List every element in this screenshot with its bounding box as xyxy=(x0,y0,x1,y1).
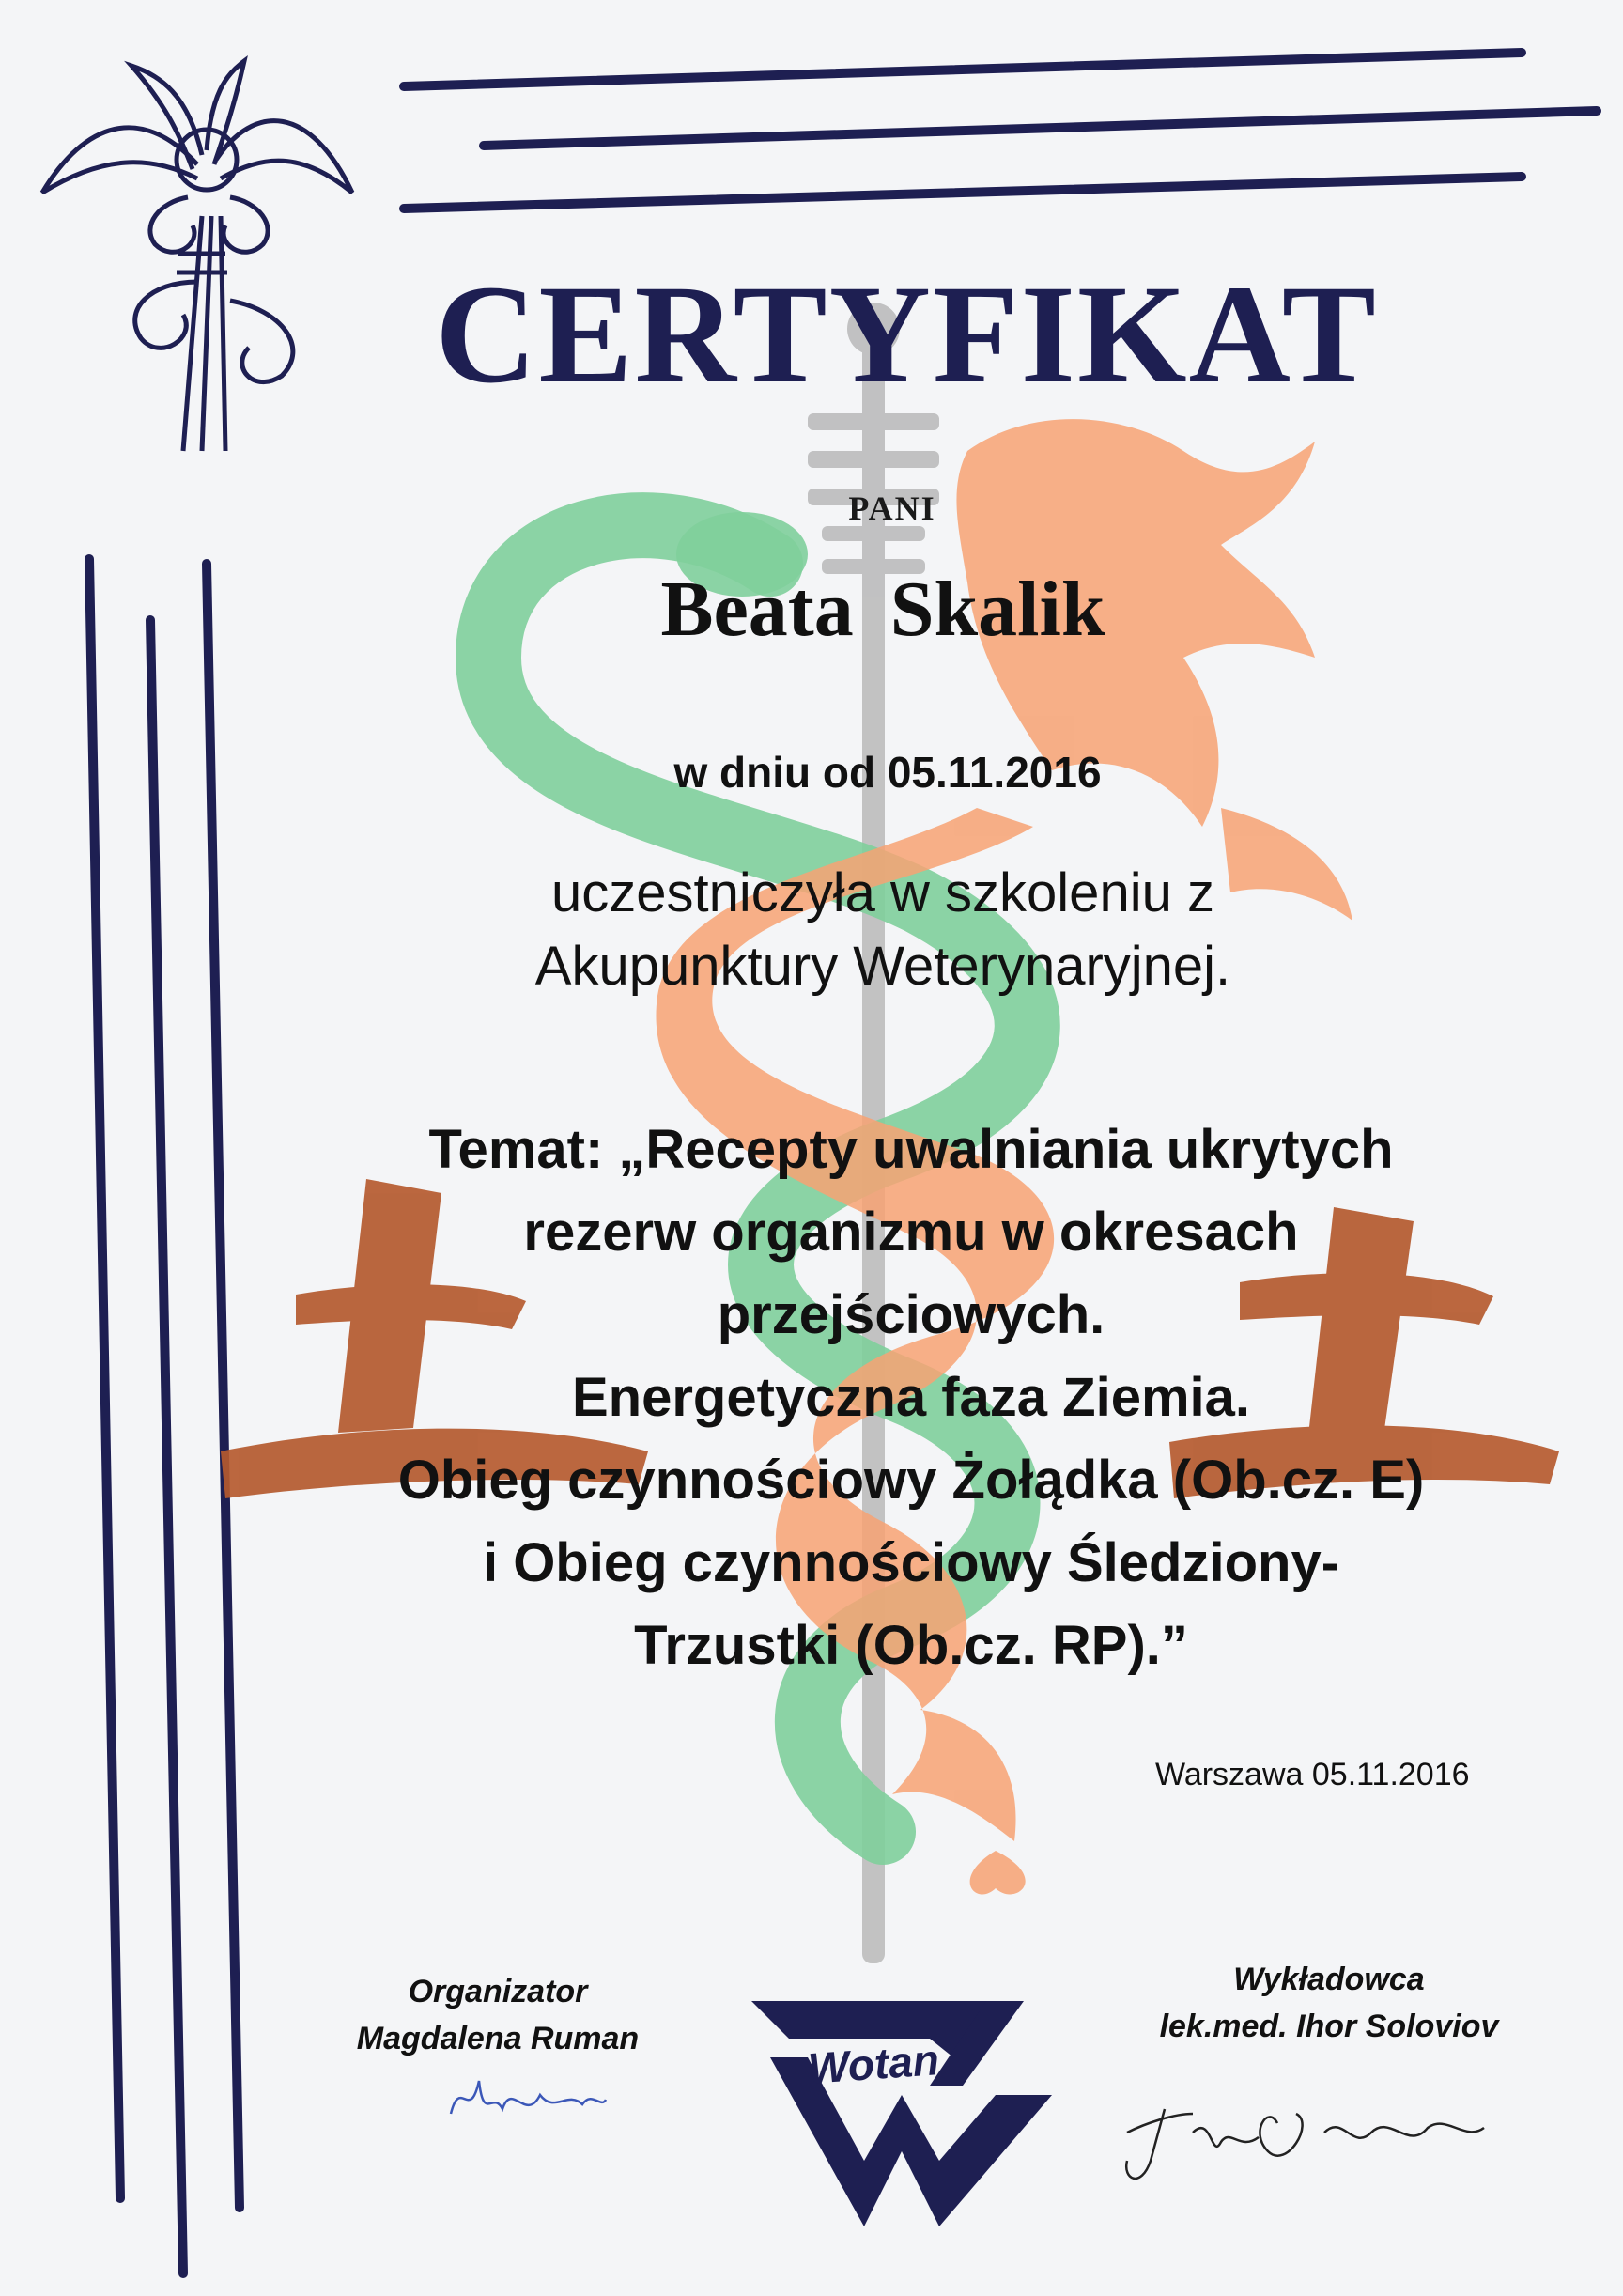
organizer-block xyxy=(310,1968,686,2062)
topic-line: Energetyczna faza Ziemia. xyxy=(571,1367,1251,1428)
topic-line: i Obieg czynnościowy Śledziony- xyxy=(482,1532,1340,1593)
recipient-name: Beata Skalik xyxy=(660,566,1105,653)
plant-emblem-icon xyxy=(42,61,352,451)
topic-line: przejściowych. xyxy=(717,1284,1105,1345)
salutation: PANI xyxy=(848,489,936,527)
topic-line: Obieg czynnościowy Żołądka (Ob.cz. E) xyxy=(397,1450,1425,1511)
participation-text xyxy=(0,857,1623,1003)
lecturer-name: lek.med. Ihor Soloviov xyxy=(1159,2009,1499,2044)
organizer-signature xyxy=(451,2081,606,2114)
topic-line: Trzustki (Ob.cz. RP).” xyxy=(634,1615,1188,1676)
lecturer-block xyxy=(1099,1956,1559,2050)
organizer-role: Organizator xyxy=(408,1974,588,2009)
organizer-name: Magdalena Ruman xyxy=(356,2021,640,2056)
training-date: w dniu od 05.11.2016 xyxy=(673,748,1102,797)
participation-line: Akupunktury Weterynaryjnej. xyxy=(534,936,1231,997)
topic-line: rezerw organizmu w okresach xyxy=(523,1202,1299,1263)
certificate-title: CERTYFIKAT xyxy=(435,256,1378,412)
topic-line: Temat: „Recepty uwalniania ukrytych xyxy=(428,1119,1394,1180)
lecturer-signature xyxy=(1126,2109,1484,2179)
topic-text xyxy=(0,1109,1623,1687)
participation-line: uczestniczyła w szkoleniu z xyxy=(551,862,1214,923)
lecturer-role: Wykładowca xyxy=(1233,1962,1425,1997)
place-and-date: Warszawa 05.11.2016 xyxy=(1155,1757,1470,1792)
top-border-lines xyxy=(404,53,1597,209)
wotan-logo-text: Wotan xyxy=(806,2035,941,2093)
